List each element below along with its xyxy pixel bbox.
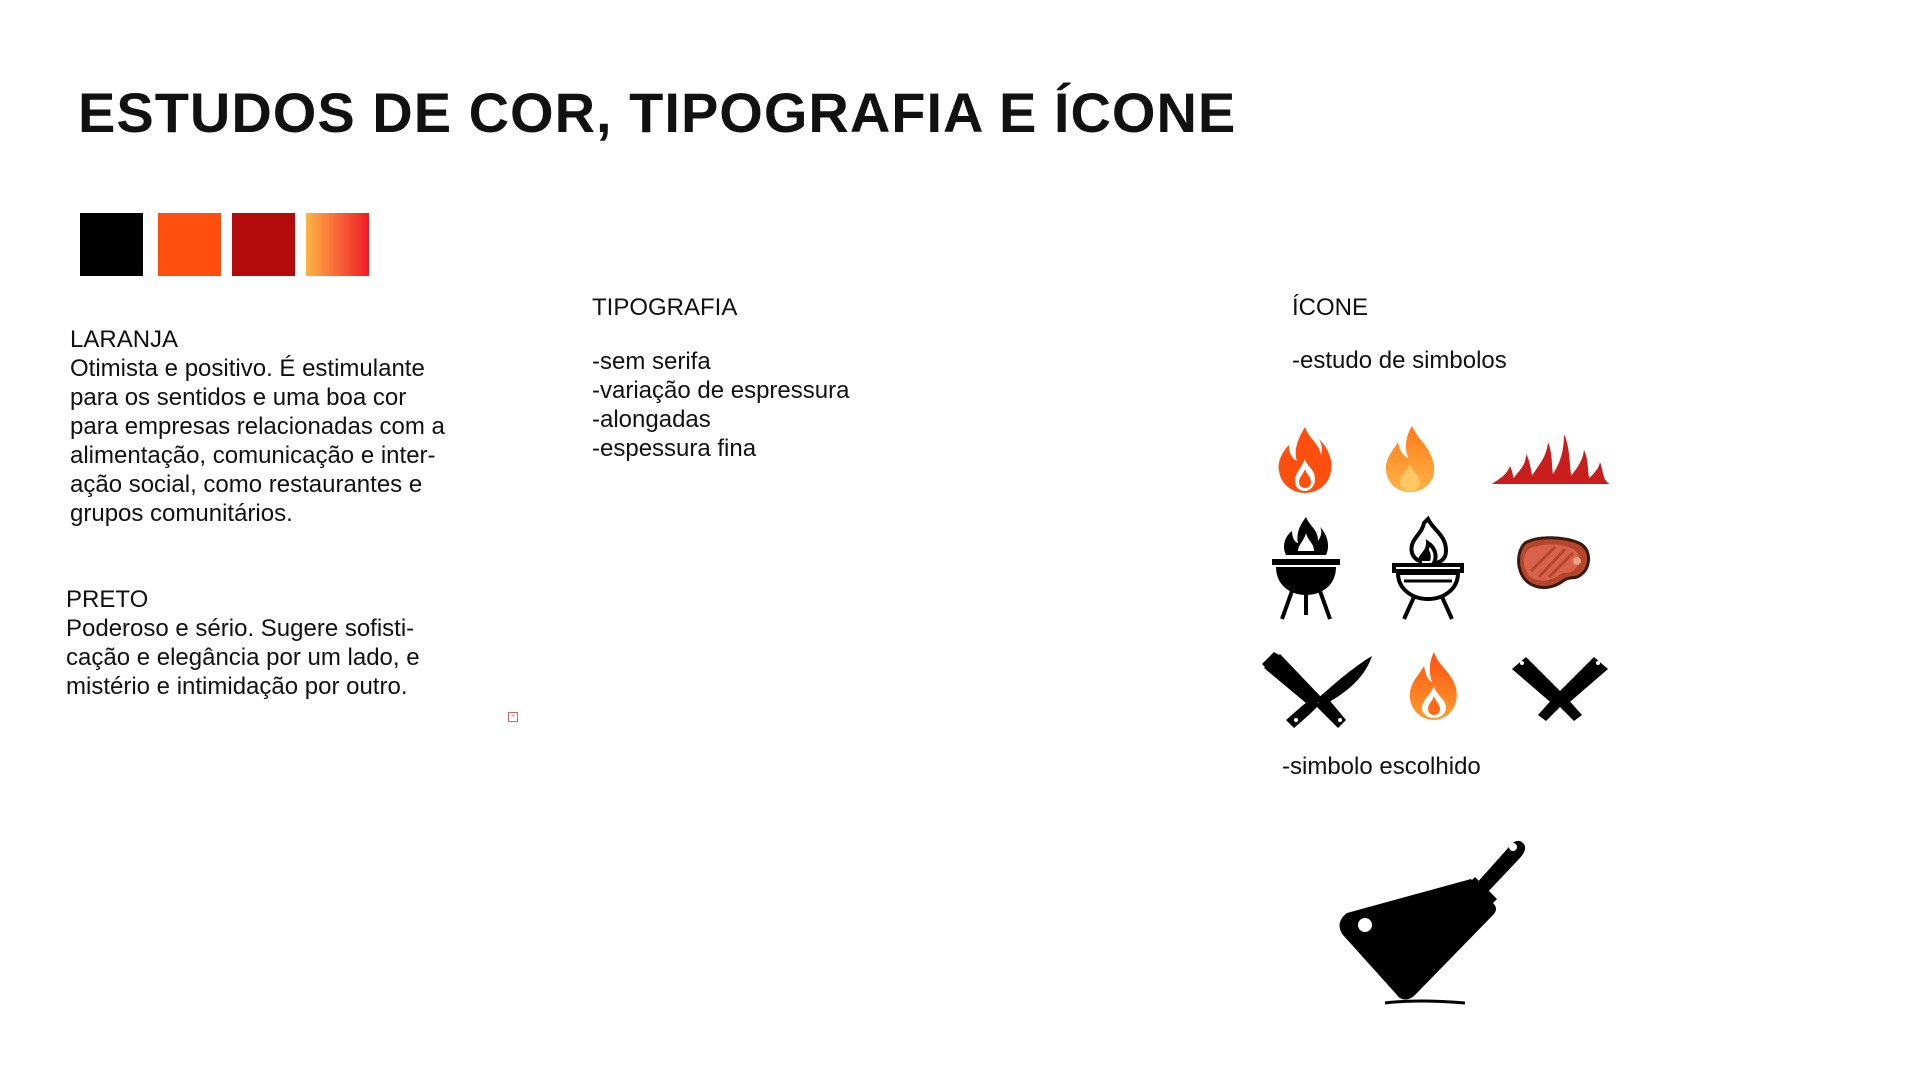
chosen-symbol-label: -simbolo escolhido [1282, 753, 1481, 780]
flame-small-icon [1406, 650, 1462, 722]
steak-icon [1515, 535, 1591, 593]
cleaver-icon [1325, 815, 1525, 1015]
flame-gradient-icon [1382, 424, 1438, 494]
tipografia-label: TIPOGRAFIA [592, 294, 738, 321]
laranja-label: LARANJA [70, 326, 179, 353]
tipografia-item: -sem serifa [592, 348, 711, 375]
flame-icon [1275, 425, 1335, 495]
preto-line-1: Poderoso e sério. Sugere sofisti- [66, 615, 415, 642]
swatch-black [80, 213, 143, 276]
laranja-line-1: Otimista e positivo. É estimulante [70, 355, 425, 382]
preto-block [66, 585, 486, 701]
icone-label: ÍCONE [1292, 294, 1369, 321]
icone-subtitle: -estudo de simbolos [1292, 347, 1507, 374]
swatch-gradient [306, 213, 369, 276]
swatch-red [232, 213, 295, 276]
preto-line-3: mistério e intimidação por outro. [66, 673, 408, 700]
laranja-line-4: alimentação, comunicação e inter- [70, 442, 436, 469]
flames-row-icon [1492, 432, 1612, 486]
laranja-line-6: grupos comunitários. [70, 500, 293, 527]
crossed-cleavers-icon [1510, 655, 1610, 723]
laranja-line-3: para empresas relacionadas com a [70, 413, 445, 440]
tipografia-list [592, 347, 849, 463]
laranja-line-5: ação social, como restaurantes e [70, 471, 423, 498]
preto-line-2: cação e elegância por um lado, e [66, 644, 420, 671]
tipografia-item: -variação de espressura [592, 377, 850, 404]
grill-flame-icon [1270, 515, 1342, 621]
tipografia-item: -espessura fina [592, 435, 757, 462]
swatch-orange [158, 213, 221, 276]
crossed-knives-icon [1262, 650, 1374, 730]
preto-label: PRETO [66, 586, 149, 613]
laranja-block [70, 325, 510, 528]
laranja-line-2: para os sentidos e uma boa cor [70, 384, 407, 411]
grill-outline-icon [1390, 515, 1466, 621]
tipografia-item: -alongadas [592, 406, 711, 433]
page-title: ESTUDOS DE COR, TIPOGRAFIA E ÍCONE [78, 81, 1237, 144]
anchor-marker: + [508, 712, 518, 722]
